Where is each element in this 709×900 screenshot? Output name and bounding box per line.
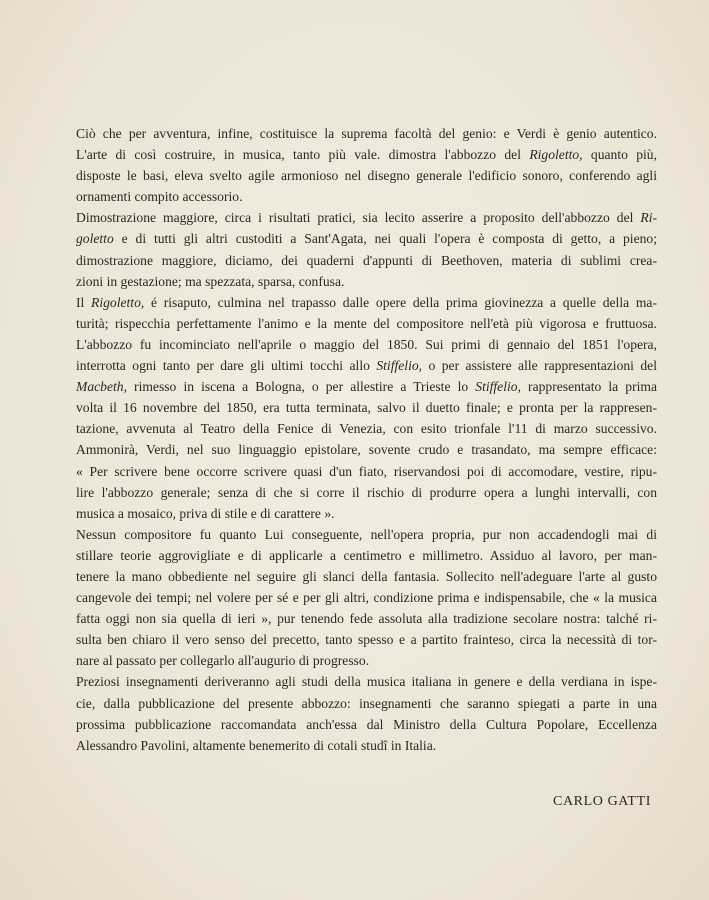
text-segment: fatta oggi non sia quella di ieri », pur tenendo fede assoluta alla tradizione secolare nostra: talché ri- [76, 611, 657, 627]
italic-title: Stiffelio [376, 358, 419, 374]
text-segment: Il [76, 294, 92, 310]
text-segment: cie, dalla pubblicazione del presente abbozzo: insegnamenti che saranno spiegati a parte in una [76, 695, 657, 711]
text-line [76, 461, 657, 482]
text-line [76, 524, 657, 545]
text-segment: cangevole dei tempi; nel volere per sé e per gli altri, condizione prima e indispensabile, che « la musica [76, 590, 657, 606]
text-line [76, 144, 657, 165]
text-segment: volta il 16 novembre del 1850, era tutta terminata, salvo il duetto finale; e pronta per la rappresen- [76, 400, 657, 416]
italic-title: Rigoletto [91, 294, 141, 310]
text-segment: musica a mosaico, priva di stile e di carattere ». [76, 505, 335, 521]
text-segment: , rimesso in iscena a Bologna, o per allestire a Trieste lo [123, 379, 476, 395]
text-segment: , o per assistere alle rappresentazioni del [418, 358, 657, 374]
text-line [76, 313, 657, 334]
text-segment: , rappresentato la prima [517, 379, 657, 395]
body-text [76, 123, 657, 756]
italic-title: Rigoletto [529, 147, 580, 163]
text-segment: prossima pubblicazione raccomandata anch'essa dal Ministro della Cultura Popolare, Eccellenza [76, 716, 657, 732]
text-line [76, 608, 657, 629]
text-segment: L'abbozzo fu incominciato nell'aprile o maggio del 1850. Sui primi di gennaio del 1851 l'opera, [76, 336, 657, 352]
text-segment: e di tutti gli altri custoditi a Sant'Agata, nei quali l'opera è composta di getto, a pieno; [113, 231, 657, 247]
text-segment: stillare teorie aggrovigliate e di applicarle a centimetro e millimetro. Assiduo al lavoro, per man- [76, 547, 657, 563]
text-line [76, 376, 657, 397]
text-line [76, 271, 657, 292]
text-line [76, 566, 657, 587]
italic-title: goletto [76, 231, 114, 247]
italic-title: Ri- [640, 210, 657, 226]
text-line [76, 545, 657, 566]
text-segment: nare al passato per collegarlo all'augurio di progresso. [76, 653, 370, 669]
text-line [76, 292, 657, 313]
italic-title: Stiffelio [475, 379, 518, 395]
text-line [76, 186, 657, 207]
text-segment: interrotta ogni tanto per dare gli ultimi tocchi allo [76, 358, 377, 374]
text-line [76, 165, 657, 186]
text-line [76, 397, 657, 418]
text-segment: zioni in gestazione; ma spezzata, sparsa, confusa. [76, 273, 345, 289]
text-segment: ornamenti compito accessorio. [76, 189, 243, 205]
text-segment: L'arte di così costruire, in musica, tanto più vale. dimostra l'abbozzo del [76, 147, 530, 163]
text-segment: disposte le basi, eleva svelto agile armonioso nel disegno generale l'edificio sonoro, conferendo agli [76, 168, 657, 184]
text-segment: Nessun compositore fu quanto Lui conseguente, nell'opera propria, pur non accadendogli mai di [76, 526, 657, 542]
text-line [76, 334, 657, 355]
text-line [76, 671, 657, 692]
text-segment: « Per scrivere bene occorre scrivere quasi d'un fiato, riservandosi poi di accomodare, vestire, ripu- [76, 463, 657, 479]
text-segment: Preziosi insegnamenti deriveranno agli studi della musica italiana in genere e della verdiana in ispe- [76, 674, 657, 690]
text-line [76, 650, 657, 671]
text-line [76, 482, 657, 503]
text-line [76, 418, 657, 439]
signature: CARLO GATTI [553, 794, 651, 809]
text-line [76, 355, 657, 376]
text-line [76, 207, 657, 228]
text-line [76, 693, 657, 714]
text-segment: Ciò che per avventura, infine, costituisce la suprema facoltà del genio: e Verdi è genio autentico. [76, 126, 657, 141]
text-line [76, 439, 657, 460]
text-segment: tazione, avvenuta al Teatro della Fenice di Venezia, con esito trionfale l'11 di marzo successivo. [76, 421, 657, 437]
text-segment: sulta ben chiaro il vero senso del precetto, tanto spesso e a partito frainteso, circa la necessità di tor- [76, 632, 657, 648]
text-line [76, 123, 657, 144]
text-segment: tenere la mano obbediente nel seguire gli slanci della fantasia. Sollecito nell'adeguare l'arte al gusto [76, 568, 657, 584]
text-segment: Alessandro Pavolini, altamente benemerito di cotali studî in Italia. [76, 737, 437, 753]
text-line [76, 629, 657, 650]
text-segment: turità; rispecchia perfettamente l'animo e la mente del compositore nell'età più vigorosa e fruttuosa. [76, 315, 657, 331]
text-line [76, 503, 657, 524]
text-segment: dimostrazione maggiore, diciamo, dei quaderni d'appunti di Beethoven, materia di sublimi crea- [76, 252, 657, 268]
text-line [76, 587, 657, 608]
text-line [76, 228, 657, 249]
text-segment: Ammonirà, Verdi, nel suo linguaggio epistolare, sovente crudo e trasandato, ma sempre efficace: [76, 442, 657, 458]
text-segment: Dimostrazione maggiore, circa i risultati pratici, sia lecito asserire a proposito dell'abbozzo del [76, 210, 641, 226]
text-line [76, 714, 657, 735]
text-segment: lire l'abbozzo generale; senza di che si corre il rischio di produrre opera a lunghi intervalli, con [76, 484, 657, 500]
italic-title: Macbeth [76, 379, 124, 395]
text-line [76, 250, 657, 271]
text-line [76, 735, 657, 756]
text-segment: , quanto più, [579, 147, 658, 163]
text-segment: , é risaputo, culmina nel trapasso dalle opere della prima giovinezza a quelle della ma- [140, 294, 657, 310]
